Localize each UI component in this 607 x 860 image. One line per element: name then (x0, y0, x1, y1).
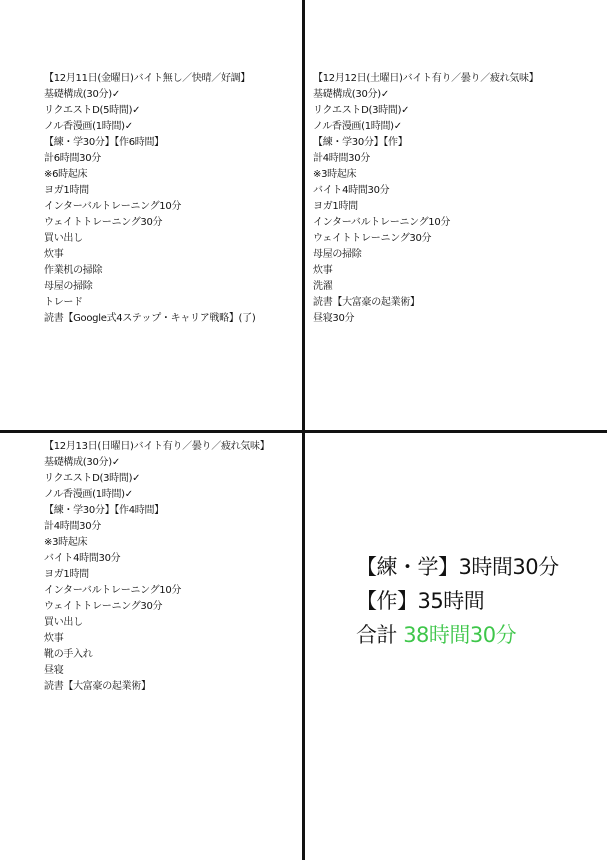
summary-study-value: 3時間30分 (458, 555, 559, 579)
entry-line: 買い出し (44, 233, 83, 244)
entry-line: 基礎構成(30分)✓ (44, 89, 120, 100)
summary-total-row (356, 618, 559, 652)
entry-line: 読書【Google式4ステップ・キャリア戦略】(了) (44, 313, 256, 324)
summary-work-label: 【作】 (356, 589, 418, 613)
entry-line: リクエストD(3時間)✓ (44, 473, 141, 484)
entry-line: リクエストD(5時間)✓ (44, 105, 141, 116)
entry-line: ノル香漫画(1時間)✓ (313, 121, 402, 132)
entry-line: 炊事 (313, 265, 333, 276)
entry-line: インターバルトレーニング10分 (313, 217, 451, 228)
entry-line: ノル香漫画(1時間)✓ (44, 121, 133, 132)
entry-line: 買い出し (44, 617, 83, 628)
entry-line: ウェイトトレーニング30分 (313, 233, 432, 244)
entry-line: リクエストD(3時間)✓ (313, 105, 410, 116)
entry-line: ※6時起床 (44, 169, 88, 180)
entry-heading: 【12月11日(金曜日)バイト無し／快晴／好調】 (44, 73, 251, 84)
summary-panel (356, 550, 559, 652)
entry-line: 炊事 (44, 249, 64, 260)
summary-study-label: 【練・学】 (356, 555, 459, 579)
entry-line: ウェイトトレーニング30分 (44, 217, 163, 228)
entry-line: 靴の手入れ (44, 649, 93, 660)
entry-heading: 【12月12日(土曜日)バイト有り／曇り／疲れ気味】 (313, 73, 539, 84)
entry-line: バイト4時間30分 (313, 185, 390, 196)
summary-study-row (356, 550, 559, 584)
entry-line: 作業机の掃除 (44, 265, 103, 276)
entry-line: 基礎構成(30分)✓ (313, 89, 389, 100)
entry-line: 昼寝 (44, 665, 64, 676)
entry-line: 読書【大富豪の起業術】 (313, 297, 420, 308)
horizontal-divider (0, 430, 607, 433)
entry-line: ヨガ1時間 (44, 569, 89, 580)
summary-work-value: 35時間 (417, 589, 485, 613)
entry-line: バイト4時間30分 (44, 553, 121, 564)
entry-line: 母屋の掃除 (313, 249, 362, 260)
entry-line: ヨガ1時間 (313, 201, 358, 212)
entry-line: ※3時起床 (44, 537, 88, 548)
diary-entry-dec-13 (44, 439, 269, 695)
entry-line: インターバルトレーニング10分 (44, 585, 182, 596)
entry-heading: 【12月13日(日曜日)バイト有り／曇り／疲れ気味】 (44, 441, 270, 452)
entry-line: 母屋の掃除 (44, 281, 93, 292)
entry-line: 基礎構成(30分)✓ (44, 457, 120, 468)
entry-line: 【練・学30分】【作4時間】 (44, 505, 164, 516)
entry-line: 読書【大富豪の起業術】 (44, 681, 151, 692)
entry-line: インターバルトレーニング10分 (44, 201, 182, 212)
entry-line: 計4時間30分 (313, 153, 370, 164)
summary-work-row (356, 584, 559, 618)
diary-entry-dec-12 (313, 71, 538, 327)
entry-line: 炊事 (44, 633, 64, 644)
entry-line: 【練・学30分】【作6時間】 (44, 137, 164, 148)
entry-line: 洗濯 (313, 281, 333, 292)
entry-line: 昼寝30分 (313, 313, 355, 324)
entry-line: ウェイトトレーニング30分 (44, 601, 163, 612)
entry-line: ※3時起床 (313, 169, 357, 180)
entry-line: ヨガ1時間 (44, 185, 89, 196)
summary-total-label: 合計 (356, 623, 404, 647)
diary-entry-dec-11 (44, 71, 255, 327)
summary-total-value: 38時間30分 (403, 623, 517, 647)
entry-line: 計6時間30分 (44, 153, 101, 164)
entry-line: トレード (44, 297, 83, 308)
entry-line: 計4時間30分 (44, 521, 101, 532)
entry-line: 【練・学30分】【作】 (313, 137, 408, 148)
entry-line: ノル香漫画(1時間)✓ (44, 489, 133, 500)
